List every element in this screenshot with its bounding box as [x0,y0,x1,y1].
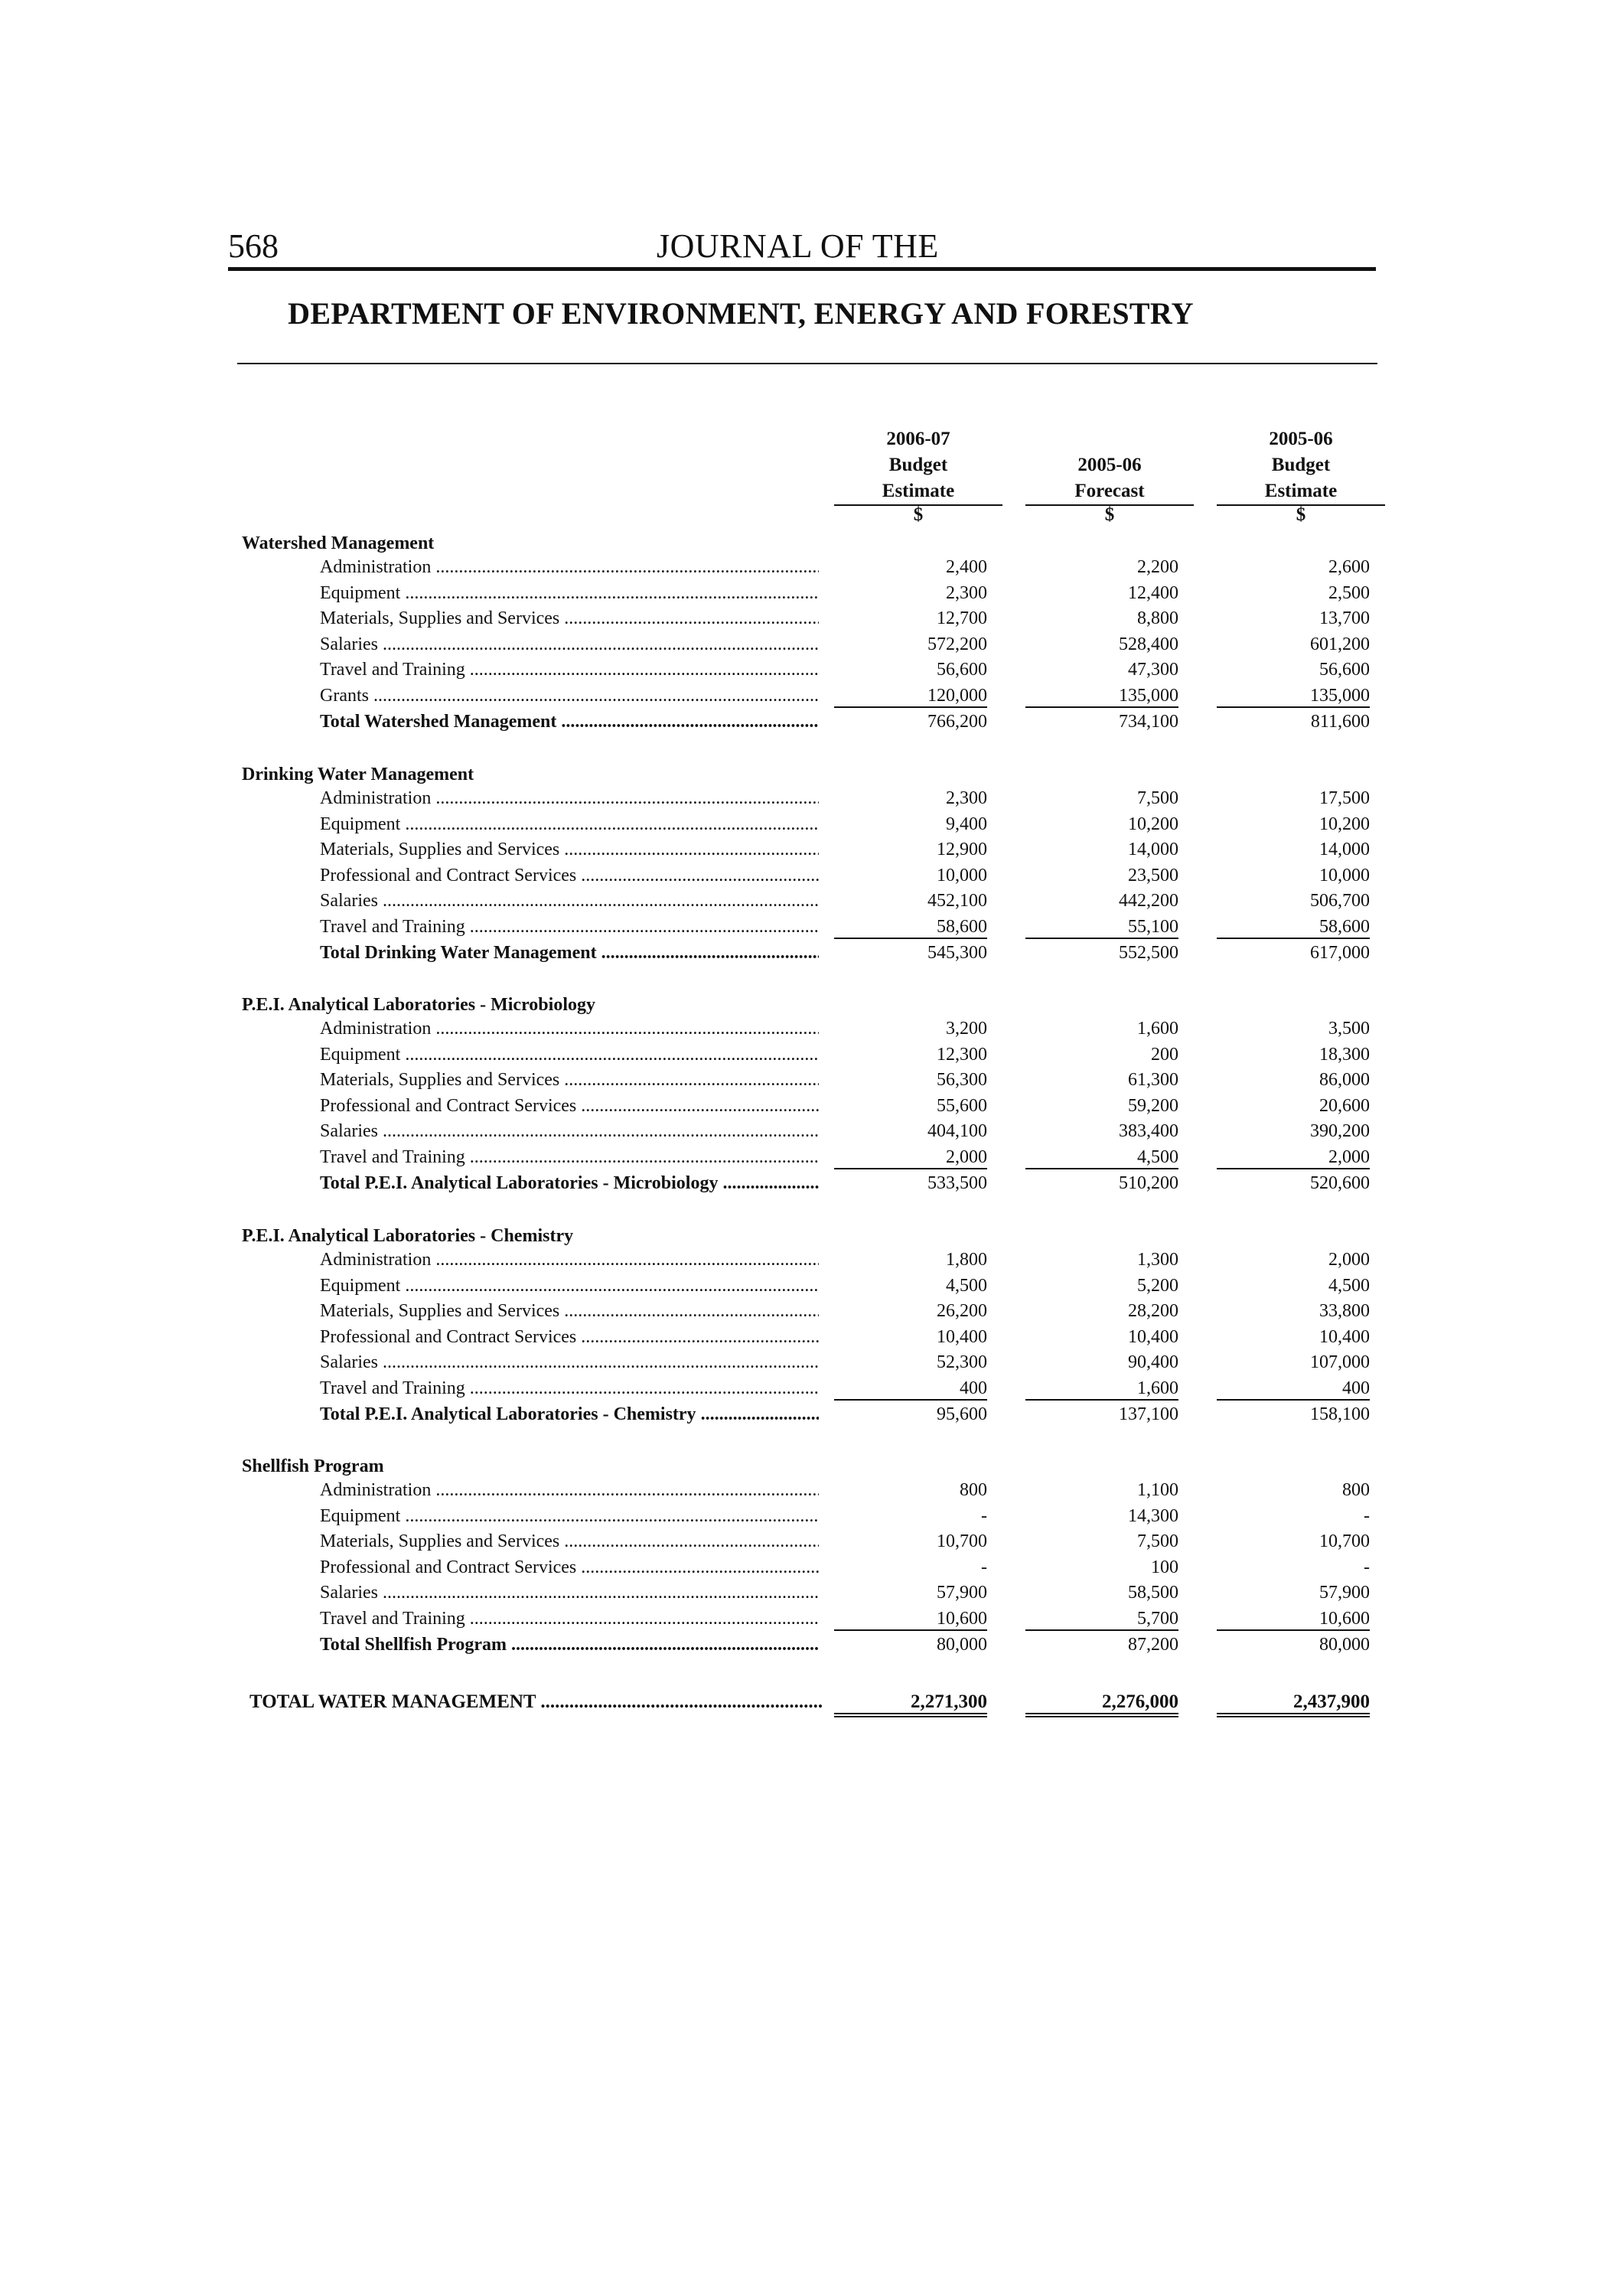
amount-cell: 8,800 [1137,608,1178,629]
section-title: Drinking Water Management [242,765,474,784]
total-label: Total Drinking Water Management ..... [320,943,819,964]
table-row [0,1480,1607,1506]
table-row [0,1506,1607,1532]
table-row [0,788,1607,814]
amount-cell: 14,000 [1128,840,1178,860]
grand-total-value: 2,276,000 [1025,1691,1178,1717]
line-item-label: Administration ..... [320,1250,819,1270]
total-label: Total Shellfish Program ..... [320,1635,819,1655]
line-item-label: Travel and Training ..... [320,1147,819,1168]
currency-label-3: $ [1296,504,1306,525]
amount-cell: 383,400 [1119,1121,1178,1142]
line-item-label: Administration ..... [320,788,819,809]
column-header-2: 2005-06 Forecast [1025,452,1194,506]
total-value: 734,100 [1119,711,1178,732]
amount-cell: 400 [1217,1378,1370,1401]
line-item-label: Materials, Supplies and Services ..... [320,1531,819,1552]
line-item-label: Travel and Training ..... [320,660,819,680]
amount-cell: 55,600 [937,1095,987,1116]
amount-cell: 58,600 [1217,917,1370,939]
total-value: 545,300 [927,942,987,963]
total-value: 158,100 [1310,1404,1370,1424]
amount-cell: 4,500 [1025,1147,1178,1169]
table-row [0,1250,1607,1276]
total-value: 766,200 [927,711,987,732]
amount-cell: 135,000 [1025,686,1178,708]
amount-cell: 2,400 [946,557,987,577]
section-total-row [0,1173,1607,1199]
line-item-label: Equipment ..... [320,1506,819,1527]
section-title: P.E.I. Analytical Laboratories - Chemistry [242,1226,574,1246]
table-row [0,1352,1607,1378]
total-value: 80,000 [937,1634,987,1655]
total-label: Total Watershed Management ..... [320,712,819,732]
table-row [0,1276,1607,1302]
table-row [0,583,1607,609]
amount-cell: 10,200 [1319,814,1370,834]
table-row [0,608,1607,634]
table-row [0,1378,1607,1404]
amount-cell: 10,000 [1319,865,1370,885]
table-row [0,1327,1607,1353]
amount-cell: - [1364,1505,1370,1526]
amount-cell: 9,400 [946,814,987,834]
amount-cell: 2,000 [1217,1147,1370,1169]
total-value: 87,200 [1128,1634,1178,1655]
table-row [0,1045,1607,1071]
amount-cell: 56,600 [937,660,987,680]
line-item-label: Salaries ..... [320,1583,819,1603]
line-item-label: Travel and Training ..... [320,917,819,938]
total-label: Total P.E.I. Analytical Laboratories - Chemistry ..... [320,1404,819,1425]
total-value: 510,200 [1119,1172,1178,1193]
amount-cell: 12,300 [937,1044,987,1065]
amount-cell: 12,400 [1128,582,1178,603]
total-label: Total P.E.I. Analytical Laboratories - Microbiology ..... [320,1173,819,1194]
amount-cell: 5,700 [1025,1609,1178,1631]
section-total-row [0,1635,1607,1661]
amount-cell: - [981,1505,987,1526]
amount-cell: 10,400 [937,1326,987,1347]
line-item-label: Administration ..... [320,1480,819,1501]
amount-cell: 10,700 [1319,1531,1370,1552]
amount-cell: 86,000 [1319,1070,1370,1091]
amount-cell: 58,500 [1128,1583,1178,1603]
line-item-label: Salaries ..... [320,891,819,912]
amount-cell: 452,100 [927,891,987,912]
amount-cell: 400 [834,1378,987,1401]
amount-cell: 601,200 [1310,634,1370,654]
table-row [0,1096,1607,1122]
amount-cell: 10,600 [834,1609,987,1631]
amount-cell: 14,000 [1319,840,1370,860]
table-row [0,917,1607,943]
amount-cell: 1,600 [1137,1019,1178,1039]
table-row [0,840,1607,866]
amount-cell: 7,500 [1137,1531,1178,1552]
total-value: 80,000 [1319,1634,1370,1655]
amount-cell: 1,300 [1137,1250,1178,1270]
amount-cell: 12,900 [937,840,987,860]
currency-label-2: $ [1104,504,1115,525]
amount-cell: 7,500 [1137,788,1178,808]
table-row [0,891,1607,917]
amount-cell: 5,200 [1137,1275,1178,1296]
table-row [0,866,1607,892]
amount-cell: 90,400 [1128,1352,1178,1373]
amount-cell: 506,700 [1310,891,1370,912]
amount-cell: 52,300 [937,1352,987,1373]
department-title: DEPARTMENT OF ENVIRONMENT, ENERGY AND FORESTRY [288,296,1194,331]
section-title: Watershed Management [242,533,435,553]
line-item-label: Professional and Contract Services ..... [320,866,819,886]
total-value: 552,500 [1119,942,1178,963]
amount-cell: 10,400 [1319,1326,1370,1347]
amount-cell: 55,100 [1025,917,1178,939]
amount-cell: 2,000 [834,1147,987,1169]
amount-cell: 1,800 [946,1250,987,1270]
amount-cell: 1,600 [1025,1378,1178,1401]
amount-cell: 10,000 [937,865,987,885]
grand-total-label: TOTAL WATER MANAGEMENT ..... [249,1691,822,1713]
amount-cell: 28,200 [1128,1301,1178,1322]
line-item-label: Professional and Contract Services ..... [320,1557,819,1578]
currency-label-1: $ [913,504,924,525]
line-item-label: Equipment ..... [320,1276,819,1296]
line-item-label: Administration ..... [320,557,819,578]
line-item-label: Materials, Supplies and Services ..... [320,840,819,860]
amount-cell: 572,200 [927,634,987,654]
total-value: 533,500 [927,1172,987,1193]
amount-cell: 390,200 [1310,1121,1370,1142]
amount-cell: 2,300 [946,582,987,603]
amount-cell: 800 [960,1480,987,1500]
amount-cell: - [1364,1557,1370,1577]
total-value: 95,600 [937,1404,987,1424]
amount-cell: 2,200 [1137,557,1178,577]
total-value: 137,100 [1119,1404,1178,1424]
total-value: 617,000 [1310,942,1370,963]
line-item-label: Equipment ..... [320,1045,819,1065]
amount-cell: 442,200 [1119,891,1178,912]
amount-cell: 2,300 [946,788,987,808]
amount-cell: 2,000 [1328,1250,1370,1270]
amount-cell: 1,100 [1137,1480,1178,1500]
amount-cell: 528,400 [1119,634,1178,654]
amount-cell: 23,500 [1128,865,1178,885]
amount-cell: 404,100 [927,1121,987,1142]
section-title: P.E.I. Analytical Laboratories - Microbiology [242,995,595,1015]
column-header-3: 2005-06 Budget Estimate [1217,426,1385,506]
table-row [0,1121,1607,1147]
amount-cell: 120,000 [834,686,987,708]
amount-cell: 3,500 [1328,1019,1370,1039]
total-value: 811,600 [1310,711,1370,732]
table-row [0,1070,1607,1096]
amount-cell: 12,700 [937,608,987,629]
table-row [0,1531,1607,1557]
journal-title: JOURNAL OF THE [657,227,939,265]
amount-cell: 4,500 [946,1275,987,1296]
amount-cell: 56,300 [937,1070,987,1091]
section-total-row [0,712,1607,738]
amount-cell: 4,500 [1328,1275,1370,1296]
amount-cell: 18,300 [1319,1044,1370,1065]
section-total-row [0,1404,1607,1430]
total-value: 520,600 [1310,1172,1370,1193]
amount-cell: 61,300 [1128,1070,1178,1091]
table-row [0,634,1607,660]
line-item-label: Equipment ..... [320,814,819,835]
grand-total-row [0,1691,1607,1719]
line-item-label: Professional and Contract Services ..... [320,1096,819,1117]
amount-cell: - [981,1557,987,1577]
section-title: Shellfish Program [242,1456,384,1476]
line-item-label: Materials, Supplies and Services ..... [320,608,819,629]
line-item-label: Materials, Supplies and Services ..... [320,1070,819,1091]
amount-cell: 800 [1342,1480,1370,1500]
line-item-label: Administration ..... [320,1019,819,1039]
line-item-label: Travel and Training ..... [320,1378,819,1399]
amount-cell: 17,500 [1319,788,1370,808]
amount-cell: 10,200 [1128,814,1178,834]
amount-cell: 26,200 [937,1301,987,1322]
amount-cell: 10,400 [1128,1326,1178,1347]
table-row [0,1583,1607,1609]
grand-total-value: 2,271,300 [834,1691,987,1717]
amount-cell: 33,800 [1319,1301,1370,1322]
amount-cell: 135,000 [1217,686,1370,708]
table-row [0,1147,1607,1173]
table-row [0,814,1607,840]
column-header-1: 2006-07 Budget Estimate [834,426,1002,506]
amount-cell: 57,900 [937,1583,987,1603]
line-item-label: Materials, Supplies and Services ..... [320,1301,819,1322]
line-item-label: Travel and Training ..... [320,1609,819,1629]
amount-cell: 10,600 [1217,1609,1370,1631]
table-row [0,1609,1607,1635]
amount-cell: 20,600 [1319,1095,1370,1116]
amount-cell: 14,300 [1128,1505,1178,1526]
amount-cell: 57,900 [1319,1583,1370,1603]
table-row [0,1019,1607,1045]
table-row [0,686,1607,712]
page-number: 568 [228,227,279,265]
line-item-label: Salaries ..... [320,1121,819,1142]
amount-cell: 13,700 [1319,608,1370,629]
amount-cell: 59,200 [1128,1095,1178,1116]
line-item-label: Equipment ..... [320,583,819,604]
amount-cell: 2,600 [1328,557,1370,577]
line-item-label: Professional and Contract Services ..... [320,1327,819,1348]
amount-cell: 10,700 [937,1531,987,1552]
table-row [0,1301,1607,1327]
table-row [0,1557,1607,1583]
amount-cell: 58,600 [834,917,987,939]
section-total-row [0,943,1607,969]
table-row [0,557,1607,583]
amount-cell: 47,300 [1128,660,1178,680]
line-item-label: Salaries ..... [320,1352,819,1373]
amount-cell: 2,500 [1328,582,1370,603]
line-item-label: Grants ..... [320,686,819,706]
amount-cell: 56,600 [1319,660,1370,680]
amount-cell: 100 [1151,1557,1178,1577]
amount-cell: 200 [1151,1044,1178,1065]
table-row [0,660,1607,686]
amount-cell: 107,000 [1310,1352,1370,1373]
grand-total-value: 2,437,900 [1217,1691,1370,1717]
amount-cell: 3,200 [946,1019,987,1039]
line-item-label: Salaries ..... [320,634,819,655]
